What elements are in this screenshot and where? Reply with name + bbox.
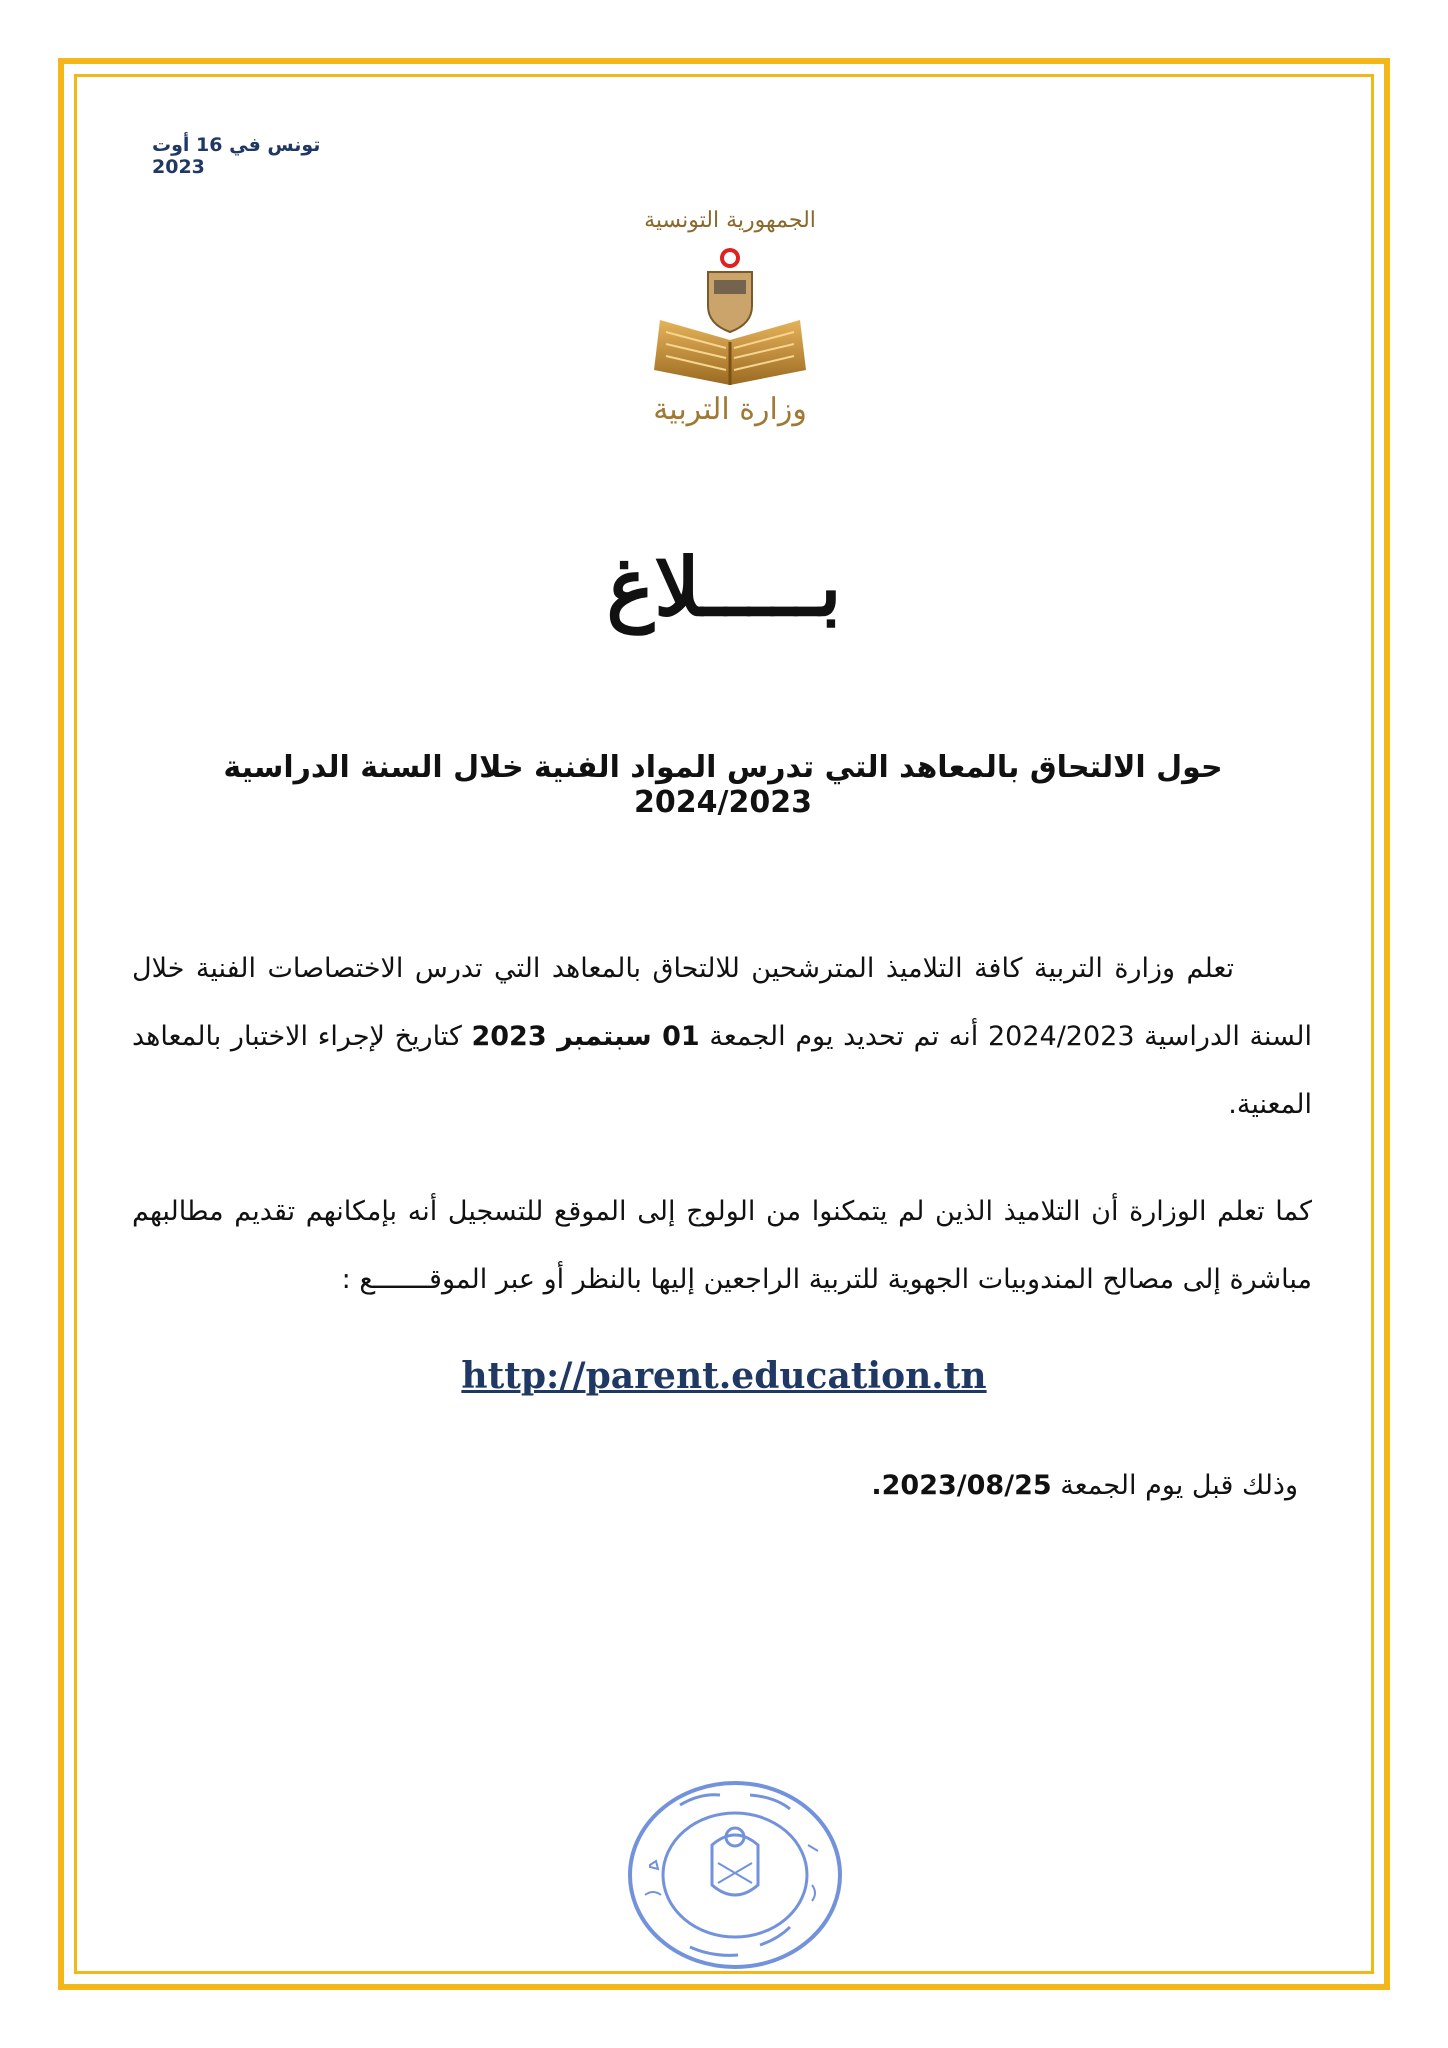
official-stamp bbox=[620, 1775, 850, 1975]
notice-subject: حول الالتحاق بالمعاهد التي تدرس المواد الفنية خلال السنة الدراسية 2024/2023 bbox=[223, 750, 1223, 820]
ministry-logo bbox=[640, 200, 820, 450]
logo-ministry-text: وزارة التربية bbox=[653, 392, 807, 427]
date-line: تونس في 16 أوت 2023 bbox=[152, 134, 321, 178]
registration-link[interactable]: http://parent.education.tn bbox=[461, 1355, 987, 1397]
logo-republic-text: الجمهورية التونسية bbox=[644, 208, 816, 233]
deadline-date: 2023/08/25. bbox=[871, 1470, 1052, 1501]
notice-heading: بـــــلاغ bbox=[606, 540, 842, 634]
closing-line bbox=[598, 1470, 1298, 1501]
emblem-book-icon bbox=[640, 240, 820, 390]
exam-date: 01 سبتمبر 2023 bbox=[471, 1021, 700, 1052]
closing-prefix: وذلك قبل يوم الجمعة bbox=[1060, 1470, 1298, 1501]
paragraph-2: كما تعلم الوزارة أن التلاميذ الذين لم يتمكنوا من الولوج إلى الموقع للتسجيل أنه بإمكانهم تقديم مطالبهم مباشرة إلى مصالح المندوبيات الجهوية للتربية الراجعين إليها بالنظر أو عبر الموقـــــــع : bbox=[132, 1196, 1312, 1295]
paragraph-1 bbox=[132, 935, 1312, 1139]
paragraph-1-part-1: تعلم وزارة التربية كافة التلاميذ المترشحين للالتحاق بالمعاهد التي تدرس الاختصاصات الفنية خلال السنة الدراسية 2024/2023 أنه تم تحديد يوم الجمعة bbox=[132, 953, 1312, 1052]
paragraph-1-part-2: كتاريخ لإجراء الاختبار بالمعاهد المعنية. bbox=[132, 1021, 1312, 1120]
